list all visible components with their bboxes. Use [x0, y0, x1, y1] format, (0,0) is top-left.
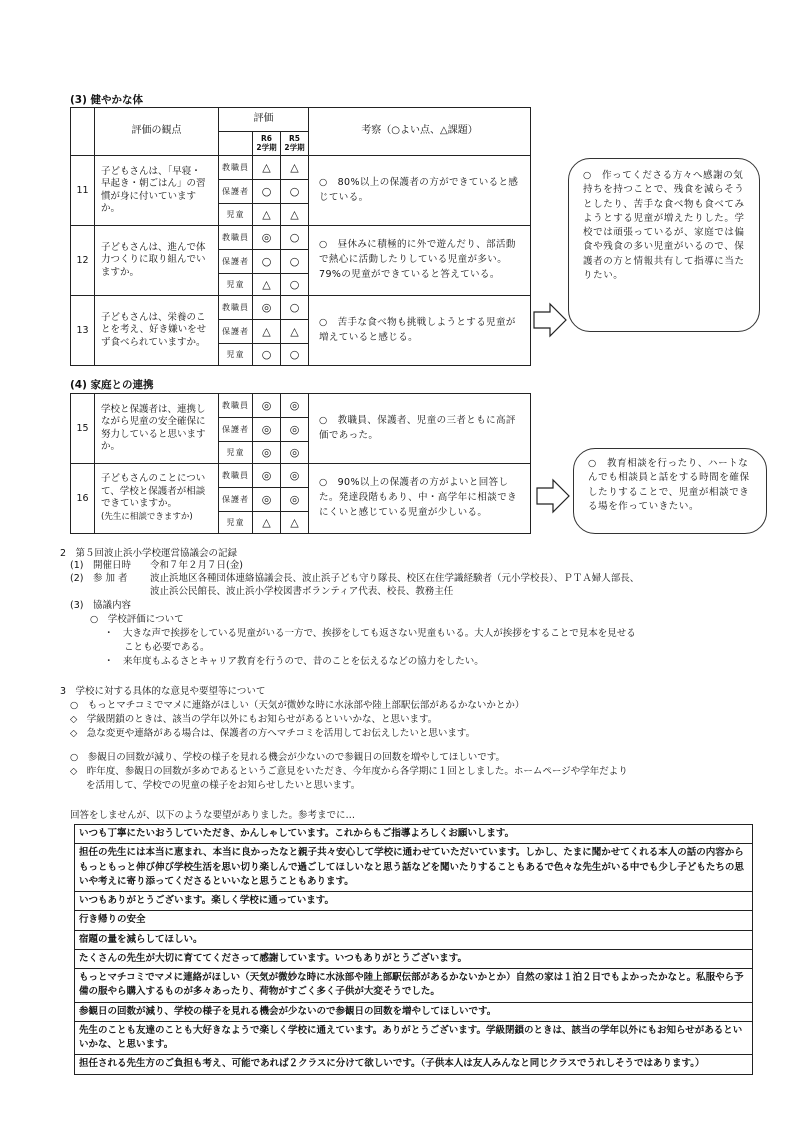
rating-r5: ○ — [281, 180, 309, 204]
evaluation-table-health — [70, 107, 531, 366]
opinion-line: ◇ 昨年度、参観日の回数が多めであるというご意見をいただき、今年度から各学期に１回としました。ホームページや学年だより — [70, 766, 628, 777]
rating-r6: ◎ — [253, 418, 281, 442]
date-label: (1) 開催日時 — [70, 560, 131, 571]
request-item: いつも丁寧にたいおうしていただき、かんしゃしています。これからもご指導よろしくお願いします。 — [75, 825, 753, 844]
request-item: 宿題の量を減らしてほしい。 — [75, 930, 753, 949]
requests-intro: 回答をしませんが、以下のような要望がありました。参考までに… — [70, 810, 356, 821]
comment-bubble-health: ○ 作ってくださる方々へ感謝の気持ちを持つことで、残食を減らそうとしたり、苦手な食べ物も食べてみようとする児童が増えたりした。学校では頑張っているが、家庭では偏食や残食の多い児童がいるので、保護者の方と情報共有して指導に当たりたい。 — [568, 158, 760, 332]
role-label: 教職員 — [219, 156, 253, 180]
rating-r5: ◎ — [281, 488, 309, 512]
request-item: いつもありがとうございます。楽しく学校に通っています。 — [75, 892, 753, 911]
rating-r5: ◎ — [281, 442, 309, 464]
header-evaluation: 評価 — [219, 108, 309, 132]
remark-text: ○ 90%以上の保護者の方がよいと回答した。発達段階もあり、中・高学年に相談できにくいと感じている児童が少しいる。 — [309, 464, 531, 534]
role-label: 保護者 — [219, 320, 253, 344]
header-role-blank — [219, 132, 253, 156]
row-number: 16 — [71, 464, 95, 534]
rating-r6: ○ — [253, 250, 281, 274]
rating-r5: ○ — [281, 250, 309, 274]
question-text: 子どもさんは、「早寝・早起き・朝ごはん」の習慣が身に付いていますか。 — [95, 156, 219, 226]
rating-r6: △ — [253, 204, 281, 226]
role-label: 保護者 — [219, 488, 253, 512]
rating-r6: ○ — [253, 344, 281, 366]
role-label: 教職員 — [219, 394, 253, 418]
arrow-right-icon — [535, 478, 571, 514]
rating-r5: △ — [281, 512, 309, 534]
request-item: 先生のことも友達のことも大好きなようで楽しく学校に通えています。ありがとうございます。学級閉鎖のときは、該当の学年以外にもお知らせがあるといいかな、と思います。 — [75, 1021, 753, 1055]
header-viewpoint: 評価の観点 — [95, 108, 219, 156]
question-text: 学校と保護者は、連携しながら児童の安全確保に努力していると思いますか。 — [95, 394, 219, 464]
request-item: 担任の先生には本当に恵まれ、本当に良かったなと親子共々安心して学校に通わせていただいています。しかし、たまに聞かせてくれる本人の話の内容からもっともっと伸び伸び学校生活を思い切り楽しんで過ごしてほしいなと思う話などを聞いたりすることもあるで色々な先生がいる中でも少し子どもたちの思いや考えに寄り添ってくださるといいなと思うこともあります。 — [75, 844, 753, 892]
question-text: 子どもさんは、進んで体力つくりに取り組んでいますか。 — [95, 226, 219, 296]
request-item: たくさんの先生が大切に育ててくださって感謝しています。いつもありがとうございます。 — [75, 949, 753, 968]
bullet-line: ことも必要である。 — [124, 642, 210, 653]
section-title-health: (3) 健やかな体 — [70, 94, 144, 106]
row-number: 13 — [71, 296, 95, 366]
minutes-title: 2 第５回波止浜小学校運営協議会の記録 — [60, 548, 238, 559]
role-label: 児童 — [219, 512, 253, 534]
rating-r6: ◎ — [253, 442, 281, 464]
rating-r5: △ — [281, 320, 309, 344]
row-number: 15 — [71, 394, 95, 464]
bullet-line: ・ 大きな声で挨拶をしている児童がいる一方で、挨拶をしても返さない児童もいる。大人が挨拶をすることで見本を見せる — [104, 628, 636, 639]
opinion-line: ◇ 学級閉鎖のときは、該当の学年以外にもお知らせがあるといいかな、と思います。 — [70, 714, 438, 725]
question-cell — [95, 464, 219, 534]
remark-text: ○ 教職員、保護者、児童の三者ともに高評価であった。 — [309, 394, 531, 464]
comment-bubble-family: ○ 教育相談を行ったり、ハートなんでも相談員と話をする時間を確保したりすることで、児童が相談できる場を作っていきたい。 — [573, 448, 767, 534]
arrow-right-icon — [532, 302, 568, 338]
header-r5: R5 2学期 — [281, 132, 309, 156]
header-remarks: 考察（○よい点、△課題） — [309, 108, 531, 156]
role-label: 児童 — [219, 442, 253, 464]
role-label: 教職員 — [219, 296, 253, 320]
opinion-line: ◇ 急な変更や連絡がある場合は、保護者の方へマチコミを活用してお伝えしたいと思います。 — [70, 728, 476, 739]
rating-r5: ◎ — [281, 464, 309, 488]
row-number: 11 — [71, 156, 95, 226]
rating-r6: △ — [253, 274, 281, 296]
question-text: 子どもさんは、栄養のことを考え、好き嫌いをせず食べられていますか。 — [95, 296, 219, 366]
role-label: 保護者 — [219, 418, 253, 442]
bullet-line: ・ 来年度もふるさとキャリア教育を行うので、昔のことを伝えるなどの協力をしたい。 — [104, 656, 484, 667]
rating-r6: ○ — [253, 180, 281, 204]
row-number: 12 — [71, 226, 95, 296]
role-label: 保護者 — [219, 180, 253, 204]
rating-r6: ◎ — [253, 394, 281, 418]
topic-line: ○ 学校評価について — [90, 614, 184, 625]
request-item: 担任される先生方のご負担も考え、可能であれば２クラスに分けて欲しいです。（子供本人は友人みんなと同じクラスでうれしそうではあります。） — [75, 1055, 753, 1074]
rating-r6: △ — [253, 512, 281, 534]
attendees-label: (2) 参 加 者 — [70, 573, 128, 584]
role-label: 保護者 — [219, 250, 253, 274]
role-label: 教職員 — [219, 226, 253, 250]
header-blank — [71, 108, 95, 156]
opinion-line: ○ 参観日の回数が減り、学校の様子を見れる機会が少ないので参観日の回数を増やしてほしいです。 — [70, 752, 506, 763]
question-note: (先生に相談できますか) — [101, 512, 193, 523]
rating-r5: ○ — [281, 274, 309, 296]
rating-r6: △ — [253, 156, 281, 180]
attendees-line2: 波止浜公民館長、波止浜小学校図書ボランティア代表、校長、教務主任 — [150, 586, 454, 597]
rating-r5: ○ — [281, 226, 309, 250]
evaluation-table-family — [70, 393, 531, 534]
rating-r5: ◎ — [281, 418, 309, 442]
request-item: 行き帰りの安全 — [75, 911, 753, 930]
rating-r6: ◎ — [253, 226, 281, 250]
opinion-line: を活用して、学校での児童の様子をお知らせしたいと思います。 — [86, 780, 361, 791]
rating-r5: ○ — [281, 344, 309, 366]
rating-r5: ◎ — [281, 394, 309, 418]
date-value: 令和７年２月７日(金) — [150, 560, 243, 571]
content-label: (3) 協議内容 — [70, 600, 131, 611]
rating-r6: ◎ — [253, 488, 281, 512]
opinion-line: ○ もっとマチコミでマメに連絡がほしい（天気が微妙な時に水泳部や陸上部駅伝部があるかないかとか） — [70, 700, 525, 711]
request-item: もっとマチコミでマメに連絡がほしい（天気が微妙な時に水泳部や陸上部駅伝部があるかないかとか）自然の家は１泊２日でもよかったかなと。私服やら予備の服やら購入するものが多々あったり、荷物がすごく多く子供が大変そうでした。 — [75, 969, 753, 1003]
question-text: 子どもさんのことについて、学校と保護者が相談できていますか。 — [101, 473, 206, 510]
rating-r6: △ — [253, 320, 281, 344]
rating-r6: ◎ — [253, 296, 281, 320]
request-item: 参観日の回数が減り、学校の様子を見れる機会が少ないので参観日の回数を増やしてほしいです。 — [75, 1002, 753, 1021]
rating-r5: △ — [281, 156, 309, 180]
remark-text: ○ 80%以上の保護者の方ができていると感じている。 — [309, 156, 531, 226]
section-title-family: (4) 家庭との連携 — [70, 379, 154, 391]
attendees-line1: 波止浜地区各種団体連絡協議会長、波止浜子ども守り隊長、校区在住学識経験者（元小学校長）、ＰＴＡ婦人部長、 — [150, 573, 640, 584]
rating-r6: ◎ — [253, 464, 281, 488]
role-label: 児童 — [219, 344, 253, 366]
remark-text: ○ 苦手な食べ物も挑戦しようとする児童が増えていると感じる。 — [309, 296, 531, 366]
opinions-title: 3 学校に対する具体的な意見や要望等について — [60, 686, 266, 697]
role-label: 児童 — [219, 274, 253, 296]
header-r6: R6 2学期 — [253, 132, 281, 156]
rating-r5: △ — [281, 204, 309, 226]
requests-table — [74, 824, 753, 1075]
role-label: 教職員 — [219, 464, 253, 488]
role-label: 児童 — [219, 204, 253, 226]
remark-text: ○ 昼休みに積極的に外で遊んだり、部活動で熱心に活動したりしている児童が多い。79%の児童ができていると答えている。 — [309, 226, 531, 296]
rating-r5: ○ — [281, 296, 309, 320]
